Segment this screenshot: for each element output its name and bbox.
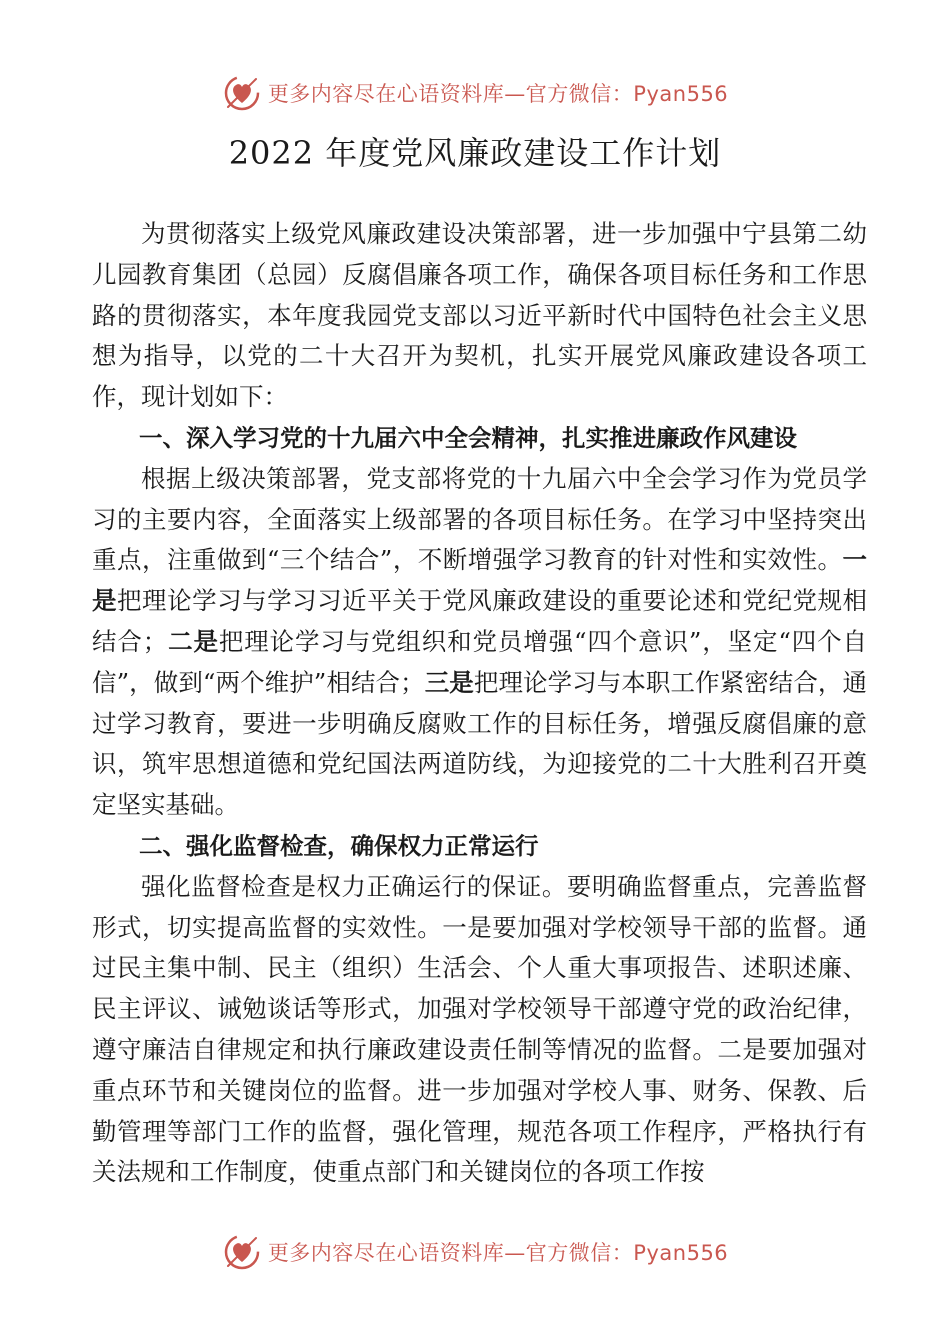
section-2-heading: 二、强化监督检查，确保权力正常运行	[139, 831, 539, 860]
heart-logo-icon	[222, 1232, 262, 1272]
watermark-text: 更多内容尽在心语资料库—官方微信：Pyan556	[267, 1241, 729, 1265]
section-1-heading: 一、深入学习党的十九届六中全会精神，扎实推进廉政作风建设	[139, 423, 797, 452]
section-2-paragraph: 强化监督检查是权力正确运行的保证。要明确监督重点，完善监督形式，切实提高监督的实效性。一是要加强对学校领导干部的监督。通过民主集中制、民主（组织）生活会、个人重大事项报告、述职述廉、民主评议、诫勉谈话等形式，加强对学校领导干部遵守党的政治纪律，遵守廉洁自律规定和执行廉政建设责任制等情况的监督。二是要加强对重点环节和关键岗位的监督。进一步加强对学校人事、财务、保教、后勤管理等部门工作的监督，强化管理，规范各项工作程序，严格执行有关法规和工作制度，使重点部门和关键岗位的各项工作按	[92, 871, 867, 1187]
watermark-text: 更多内容尽在心语资料库—官方微信：Pyan556	[267, 82, 729, 106]
point-1-lead: 一是	[92, 545, 867, 616]
point-3-text: 把理论学习与本职工作紧密结合，通过学习教育，要进一步明确反腐败工作的目标任务，增强反腐倡廉的意识，筑牢思想道德和党纪国法两道防线，为迎接党的二十大胜利召开奠定坚实基础。	[92, 667, 868, 820]
document-title: 2022 年度党风廉政建设工作计划	[228, 134, 722, 172]
heart-logo-icon	[222, 73, 262, 113]
watermark-banner-top	[0, 70, 950, 116]
watermark-banner-bottom	[0, 1229, 950, 1275]
document-body	[92, 214, 867, 1193]
point-2-text: 把理论学习与党组织和党员增强“四个意识”，坚定“四个自信”，做到“两个维护”相结合；	[92, 626, 868, 697]
point-1-text: 把理论学习与学习习近平关于党风廉政建设的重要论述和党纪党规相结合；	[92, 586, 868, 656]
section-1-paragraph	[92, 459, 867, 826]
point-2-lead: 二是	[167, 626, 219, 656]
intro-paragraph: 为贯彻落实上级党风廉政建设决策部署，进一步加强中宁县第二幼儿园教育集团（总园）反腐倡廉各项工作，确保各项目标任务和工作思路的贯彻落实，本年度我园党支部以习近平新时代中国特色社会主义思想为指导，以党的二十大召开为契机，扎实开展党风廉政建设各项工作，现计划如下：	[92, 219, 867, 412]
point-3-lead: 三是	[424, 667, 474, 697]
section-1-opening: 根据上级决策部署，党支部将党的十九届六中全会学习作为党员学习的主要内容，全面落实上级部署的各项目标任务。在学习中坚持突出重点，注重做到“三个结合”，不断增强学习教育的针对性和实效性。	[92, 463, 867, 575]
